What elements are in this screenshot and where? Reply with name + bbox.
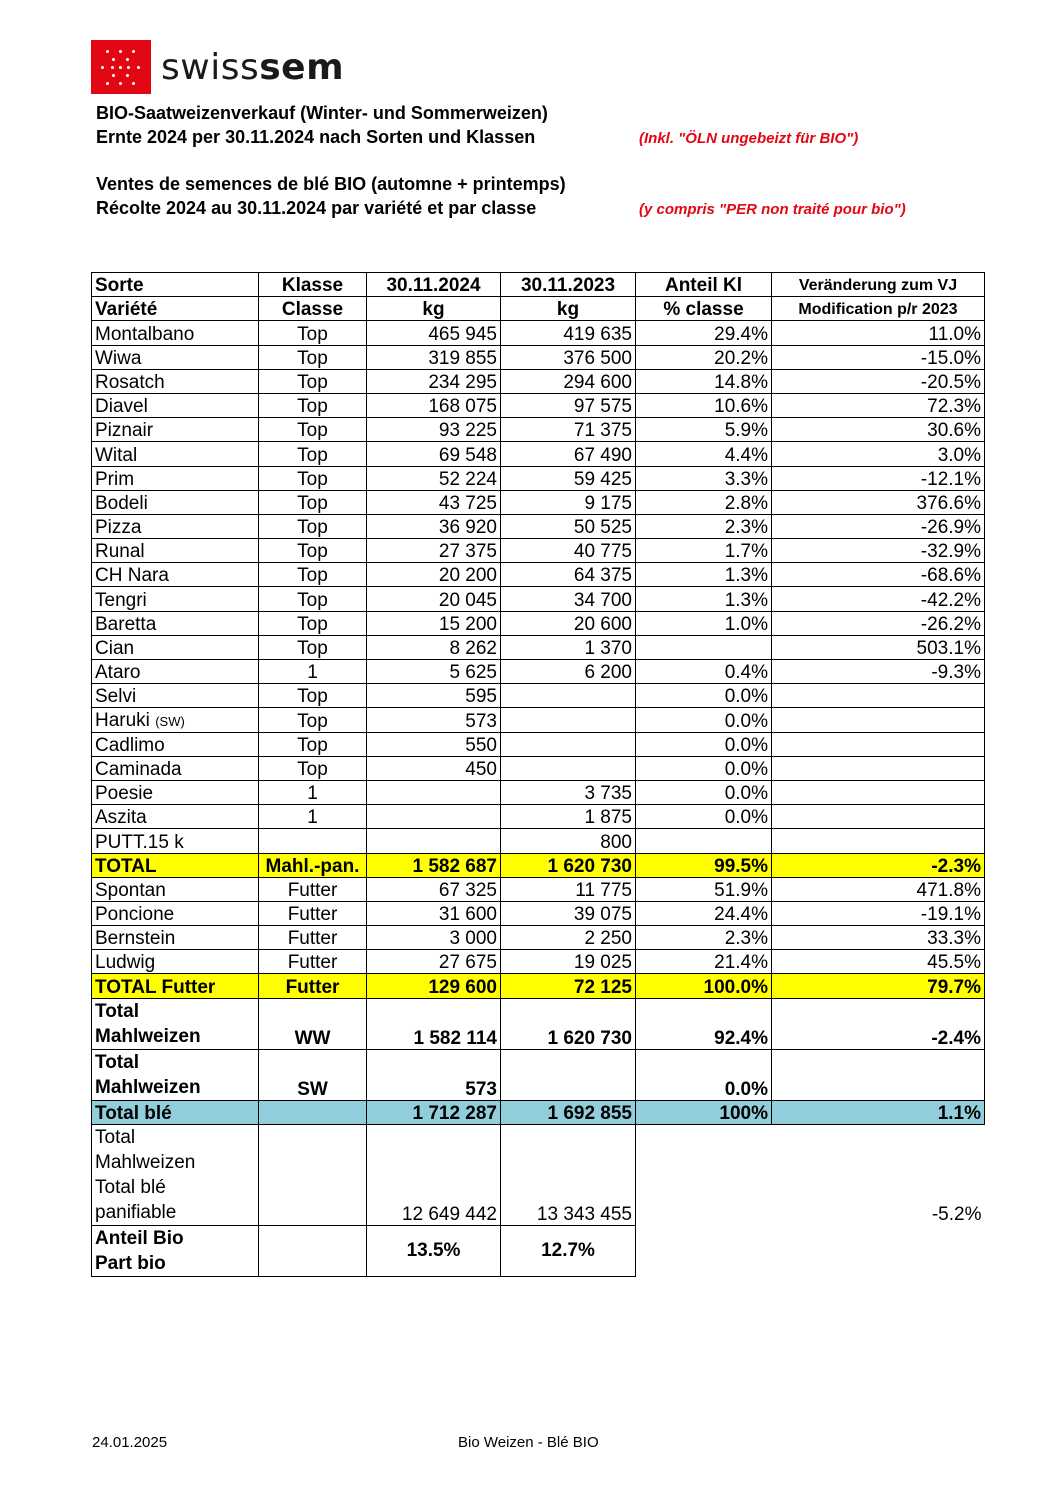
table-cell: Top <box>259 490 367 514</box>
total-ww-row <box>92 998 985 1049</box>
table-cell: Ludwig <box>92 950 259 974</box>
table-cell <box>772 708 985 732</box>
table-cell: -19.1% <box>772 901 985 925</box>
table-cell: Wital <box>92 442 259 466</box>
table-cell: 92.4% <box>636 998 772 1049</box>
table-row <box>92 877 985 901</box>
table-cell: 34 700 <box>501 587 636 611</box>
table-cell: 1.7% <box>636 539 772 563</box>
table-cell: 0.0% <box>636 756 772 780</box>
table-cell: 14.8% <box>636 369 772 393</box>
table-row <box>92 660 985 684</box>
label-line: Part bio <box>95 1252 166 1274</box>
table-row <box>92 442 985 466</box>
label-line: Total <box>95 1126 136 1148</box>
label-line: Mahlweizen <box>95 1151 196 1173</box>
table-cell: 0.0% <box>636 708 772 732</box>
table-row <box>92 926 985 950</box>
table-cell <box>772 1225 985 1276</box>
table-cell: 2.3% <box>636 926 772 950</box>
table-cell: Top <box>259 732 367 756</box>
table-cell: 15 200 <box>367 611 501 635</box>
table-cell: 1.3% <box>636 563 772 587</box>
table-cell: 69 548 <box>367 442 501 466</box>
table-cell: -2.4% <box>772 998 985 1049</box>
header-cell: 30.11.2024 <box>367 273 501 297</box>
table-cell <box>92 708 259 732</box>
table-cell: 43 725 <box>367 490 501 514</box>
table-cell: 97 575 <box>501 393 636 417</box>
table-cell <box>772 684 985 708</box>
table-row <box>92 369 985 393</box>
table-cell: 129 600 <box>367 974 501 998</box>
title-fr-line2: Récolte 2024 au 30.11.2024 par variété et par classe <box>96 198 537 218</box>
table-cell: 550 <box>367 732 501 756</box>
note-de: (Inkl. "ÖLN ungebeizt für BIO") <box>639 130 859 147</box>
table-row <box>92 345 985 369</box>
table-cell: 36 920 <box>367 514 501 538</box>
table-cell: 1.1% <box>772 1100 985 1124</box>
table-row <box>92 321 985 345</box>
table-cell <box>259 1225 367 1276</box>
title-de-line2: Ernte 2024 per 30.11.2024 nach Sorten und Klassen <box>96 127 536 147</box>
table-cell: 67 490 <box>501 442 636 466</box>
table-cell <box>772 829 985 853</box>
table-cell: 27 675 <box>367 950 501 974</box>
table-cell <box>259 1100 367 1124</box>
table-cell: 72.3% <box>772 393 985 417</box>
header-cell: Sorte <box>92 273 259 297</box>
row-label <box>92 1225 259 1276</box>
total-ble-row <box>92 1100 985 1124</box>
table-row <box>92 901 985 925</box>
sales-table <box>91 272 985 1277</box>
table-cell: Top <box>259 708 367 732</box>
table-cell: 64 375 <box>501 563 636 587</box>
table-cell: Cadlimo <box>92 732 259 756</box>
header-row-1 <box>92 273 985 297</box>
table-cell: 3.3% <box>636 466 772 490</box>
table-cell: -2.3% <box>772 853 985 877</box>
table-cell: 465 945 <box>367 321 501 345</box>
table-cell: Futter <box>259 877 367 901</box>
table-cell: 10.6% <box>636 393 772 417</box>
table-cell: 1 620 730 <box>501 853 636 877</box>
table-cell: 45.5% <box>772 950 985 974</box>
table-cell: 20.2% <box>636 345 772 369</box>
table-cell: 168 075 <box>367 393 501 417</box>
table-cell: 27 375 <box>367 539 501 563</box>
table-cell: 71 375 <box>501 418 636 442</box>
table-cell: 2 250 <box>501 926 636 950</box>
total-sw-row <box>92 1049 985 1100</box>
table-row <box>92 708 985 732</box>
table-cell: 3 735 <box>501 780 636 804</box>
table-cell: 1.3% <box>636 587 772 611</box>
table-cell: 9 175 <box>501 490 636 514</box>
header-cell: Anteil Kl <box>636 273 772 297</box>
table-cell: 24.4% <box>636 901 772 925</box>
table-cell: Bernstein <box>92 926 259 950</box>
table-cell: 13 343 455 <box>501 1124 636 1225</box>
table-cell: Top <box>259 418 367 442</box>
table-cell: WW <box>259 998 367 1049</box>
table-row <box>92 780 985 804</box>
table-cell: Montalbano <box>92 321 259 345</box>
table-cell: Runal <box>92 539 259 563</box>
table-row <box>92 611 985 635</box>
header-cell: Veränderung zum VJ <box>772 273 985 297</box>
table-cell: Top <box>259 587 367 611</box>
table-cell: 419 635 <box>501 321 636 345</box>
header-cell: Classe <box>259 297 367 321</box>
table-cell <box>772 756 985 780</box>
table-cell: Pizza <box>92 514 259 538</box>
table-cell: 2.8% <box>636 490 772 514</box>
table-cell: Cian <box>92 635 259 659</box>
table-cell: -26.2% <box>772 611 985 635</box>
table-cell: Top <box>259 369 367 393</box>
table-cell: Top <box>259 684 367 708</box>
table-cell <box>501 732 636 756</box>
table-cell: Top <box>259 611 367 635</box>
table-cell: Ataro <box>92 660 259 684</box>
table-row <box>92 466 985 490</box>
total-futter-row <box>92 974 985 998</box>
table-cell: Top <box>259 514 367 538</box>
table-cell: 450 <box>367 756 501 780</box>
swisssem-logo <box>91 40 344 94</box>
table-cell: Top <box>259 466 367 490</box>
table-cell: 376 500 <box>501 345 636 369</box>
table-row <box>92 756 985 780</box>
table-cell: Rosatch <box>92 369 259 393</box>
table-cell: Poncione <box>92 901 259 925</box>
table-cell: -12.1% <box>772 466 985 490</box>
table-cell: 1 620 730 <box>501 998 636 1049</box>
variety-suffix: (SW) <box>155 713 185 729</box>
table-cell <box>501 708 636 732</box>
table-cell: 20 200 <box>367 563 501 587</box>
table-cell: SW <box>259 1049 367 1100</box>
table-cell: 1 <box>259 780 367 804</box>
table-cell <box>772 732 985 756</box>
table-cell: Baretta <box>92 611 259 635</box>
table-row <box>92 490 985 514</box>
table-cell: 29.4% <box>636 321 772 345</box>
header-cell: Variété <box>92 297 259 321</box>
table-cell: Total blé <box>92 1100 259 1124</box>
table-cell <box>772 805 985 829</box>
table-row <box>92 563 985 587</box>
label-line: panifiable <box>95 1201 177 1223</box>
table-cell: Tengri <box>92 587 259 611</box>
table-cell: 99.5% <box>636 853 772 877</box>
table-row <box>92 539 985 563</box>
title-de-line1: BIO-Saatweizenverkauf (Winter- und Sommerweizen) <box>96 103 548 123</box>
table-cell: Top <box>259 539 367 563</box>
table-cell: -32.9% <box>772 539 985 563</box>
table-cell: 3 000 <box>367 926 501 950</box>
table-cell <box>501 1049 636 1100</box>
table-cell: 67 325 <box>367 877 501 901</box>
table-cell: Prim <box>92 466 259 490</box>
table-cell: 11 775 <box>501 877 636 901</box>
table-cell: 33.3% <box>772 926 985 950</box>
table-cell: 800 <box>501 829 636 853</box>
table-cell: 72 125 <box>501 974 636 998</box>
table-cell: 5 625 <box>367 660 501 684</box>
table-cell: 52 224 <box>367 466 501 490</box>
row-label <box>92 1124 259 1225</box>
anteil-bio-row <box>92 1225 985 1276</box>
table-cell <box>636 1124 772 1225</box>
title-fr-line1: Ventes de semences de blé BIO (automne + printemps) <box>96 174 566 194</box>
label-line: Mahlweizen <box>95 1076 201 1098</box>
table-cell: 1 582 687 <box>367 853 501 877</box>
table-cell: Poesie <box>92 780 259 804</box>
table-cell: -20.5% <box>772 369 985 393</box>
table-row <box>92 829 985 853</box>
table-cell: 12 649 442 <box>367 1124 501 1225</box>
table-row <box>92 732 985 756</box>
table-cell: 79.7% <box>772 974 985 998</box>
header-row-2 <box>92 297 985 321</box>
table-row <box>92 418 985 442</box>
table-cell: 12.7% <box>501 1225 636 1276</box>
header-cell: kg <box>367 297 501 321</box>
table-cell: 595 <box>367 684 501 708</box>
table-cell: 59 425 <box>501 466 636 490</box>
table-cell: 13.5% <box>367 1225 501 1276</box>
header-cell: 30.11.2023 <box>501 273 636 297</box>
label-line: Total <box>95 1051 139 1073</box>
table-cell <box>636 1225 772 1276</box>
table-cell <box>367 780 501 804</box>
table-cell: 0.0% <box>636 732 772 756</box>
table-cell: 503.1% <box>772 635 985 659</box>
table-row <box>92 950 985 974</box>
table-cell: 1 <box>259 805 367 829</box>
table-cell: 6 200 <box>501 660 636 684</box>
table-cell: 3.0% <box>772 442 985 466</box>
table-cell: TOTAL <box>92 853 259 877</box>
table-cell: Top <box>259 393 367 417</box>
table-cell: Diavel <box>92 393 259 417</box>
table-cell: 51.9% <box>636 877 772 901</box>
table-row <box>92 635 985 659</box>
table-cell: -9.3% <box>772 660 985 684</box>
header-cell: kg <box>501 297 636 321</box>
table-cell <box>259 829 367 853</box>
table-cell: 40 775 <box>501 539 636 563</box>
table-cell: 573 <box>367 708 501 732</box>
footer-title: Bio Weizen - Blé BIO <box>458 1434 599 1451</box>
table-cell: 11.0% <box>772 321 985 345</box>
table-row <box>92 514 985 538</box>
table-cell: 21.4% <box>636 950 772 974</box>
table-cell: 39 075 <box>501 901 636 925</box>
table-cell: Spontan <box>92 877 259 901</box>
table-cell: 4.4% <box>636 442 772 466</box>
header-cell: Klasse <box>259 273 367 297</box>
table-cell <box>501 684 636 708</box>
table-cell: -68.6% <box>772 563 985 587</box>
footer-date: 24.01.2025 <box>92 1434 168 1451</box>
table-cell: 100.0% <box>636 974 772 998</box>
total-panifiable-row <box>92 1124 985 1225</box>
table-cell <box>772 1049 985 1100</box>
table-cell: -5.2% <box>931 1204 982 1226</box>
table-cell: Top <box>259 563 367 587</box>
table-cell: 1.0% <box>636 611 772 635</box>
logo-mark-icon <box>91 40 151 94</box>
table-cell: 1 582 114 <box>367 998 501 1049</box>
table-row <box>92 393 985 417</box>
table-cell: 2.3% <box>636 514 772 538</box>
table-cell <box>259 1124 367 1225</box>
table-cell: Top <box>259 442 367 466</box>
table-cell: 50 525 <box>501 514 636 538</box>
label-line: Total <box>95 1000 139 1022</box>
table-cell: 1 370 <box>501 635 636 659</box>
label-line: Mahlweizen <box>95 1025 201 1047</box>
table-cell: 376.6% <box>772 490 985 514</box>
header-cell: % classe <box>636 297 772 321</box>
table-cell: -26.9% <box>772 514 985 538</box>
table-cell: 0.4% <box>636 660 772 684</box>
table-cell: 471.8% <box>772 877 985 901</box>
table-row <box>92 587 985 611</box>
table-cell: Top <box>259 345 367 369</box>
table-cell: 100% <box>636 1100 772 1124</box>
table-cell: 93 225 <box>367 418 501 442</box>
table-cell: Mahl.-pan. <box>259 853 367 877</box>
table-cell: Futter <box>259 950 367 974</box>
table-cell: Top <box>259 756 367 780</box>
table-cell: Wiwa <box>92 345 259 369</box>
table-cell: Top <box>259 635 367 659</box>
table-cell: 8 262 <box>367 635 501 659</box>
table-cell: 1 875 <box>501 805 636 829</box>
table-cell <box>501 756 636 780</box>
label-line: Total blé <box>95 1176 166 1198</box>
table-cell: 31 600 <box>367 901 501 925</box>
table-cell: 1 692 855 <box>501 1100 636 1124</box>
table-cell: Aszita <box>92 805 259 829</box>
table-cell: PUTT.15 k <box>92 829 259 853</box>
variety-name: Haruki <box>95 709 150 731</box>
table-cell: Bodeli <box>92 490 259 514</box>
table-cell: -15.0% <box>772 345 985 369</box>
table-cell <box>367 805 501 829</box>
table-cell: 20 600 <box>501 611 636 635</box>
table-cell <box>636 829 772 853</box>
note-fr: (y compris "PER non traité pour bio") <box>639 201 906 218</box>
table-row <box>92 805 985 829</box>
table-cell <box>772 780 985 804</box>
table-cell: 30.6% <box>772 418 985 442</box>
header-cell: Modification p/r 2023 <box>772 297 985 321</box>
table-cell: Top <box>259 321 367 345</box>
table-cell: 319 855 <box>367 345 501 369</box>
label-line: Anteil Bio <box>95 1227 184 1249</box>
table-cell: -42.2% <box>772 587 985 611</box>
row-label <box>92 998 259 1049</box>
table-cell: CH Nara <box>92 563 259 587</box>
table-cell: 0.0% <box>636 684 772 708</box>
table-cell: 1 712 287 <box>367 1100 501 1124</box>
table-cell: 5.9% <box>636 418 772 442</box>
table-cell: 0.0% <box>636 780 772 804</box>
table-cell: 294 600 <box>501 369 636 393</box>
table-cell: Futter <box>259 901 367 925</box>
row-label <box>92 1049 259 1100</box>
table-cell <box>636 635 772 659</box>
table-cell <box>367 829 501 853</box>
table-cell: 19 025 <box>501 950 636 974</box>
table-cell: 1 <box>259 660 367 684</box>
table-cell: 0.0% <box>636 1049 772 1100</box>
table-row <box>92 684 985 708</box>
logo-text: swisssem <box>161 46 345 88</box>
table-cell: Piznair <box>92 418 259 442</box>
table-cell: Caminada <box>92 756 259 780</box>
total-row <box>92 853 985 877</box>
table-cell: 573 <box>367 1049 501 1100</box>
table-cell: Futter <box>259 926 367 950</box>
table-cell: Futter <box>259 974 367 998</box>
table-cell: 234 295 <box>367 369 501 393</box>
table-cell: 20 045 <box>367 587 501 611</box>
table-cell: 0.0% <box>636 805 772 829</box>
table-cell: Selvi <box>92 684 259 708</box>
table-cell: TOTAL Futter <box>92 974 259 998</box>
